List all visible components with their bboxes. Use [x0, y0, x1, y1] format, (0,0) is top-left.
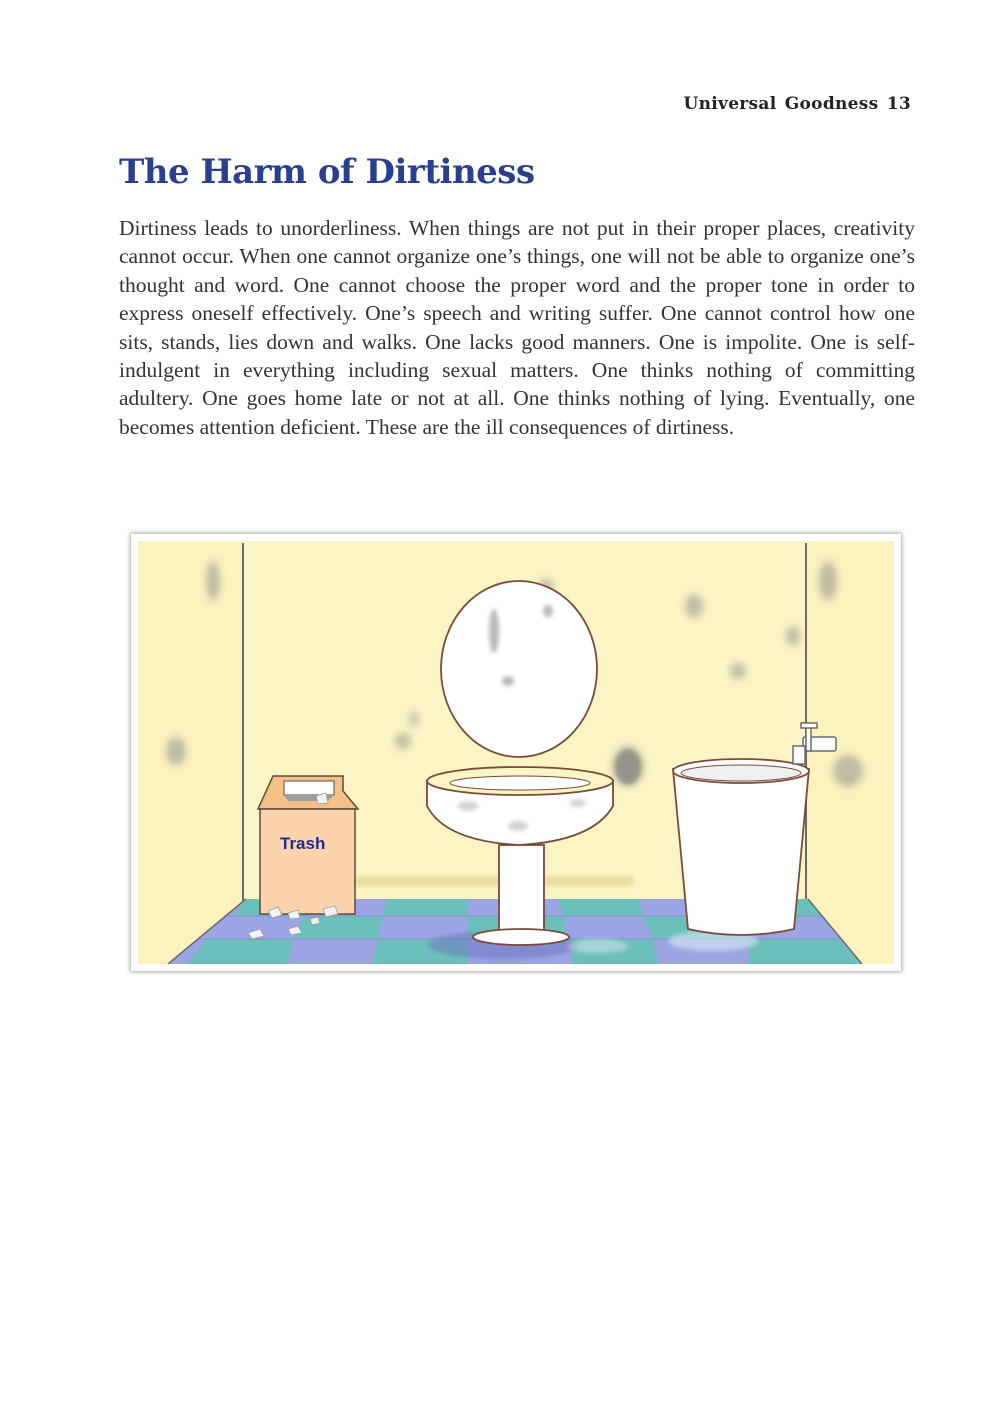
water-bucket	[673, 759, 809, 935]
page-title: The Harm of Dirtiness	[119, 152, 535, 192]
illustration-frame	[131, 534, 901, 971]
trash-can	[248, 776, 358, 939]
dirty-bathroom-illustration	[138, 541, 894, 964]
body-paragraph: Dirtiness leads to unorderliness. When things are not put in their proper places, creativity cannot occur. When one cannot organize one’s things, one will not be able to organize one’s thought and word. One cannot choose the proper word and the proper tone in order to express oneself effectively. One’s speech and writing suffer. One cannot control how one sits, stands, lies down and walks. One lacks good manners. One is impolite. One is self-indulgent in everything including sexual matters. One thinks nothing of committing adultery. One goes home late or not at all. One thinks nothing of lying. Eventually, one becomes attention deficient. These are the ill consequences of dirtiness.	[119, 216, 915, 439]
running-head: Universal Goodness 13	[683, 94, 911, 114]
trash-label: Trash	[280, 834, 326, 853]
